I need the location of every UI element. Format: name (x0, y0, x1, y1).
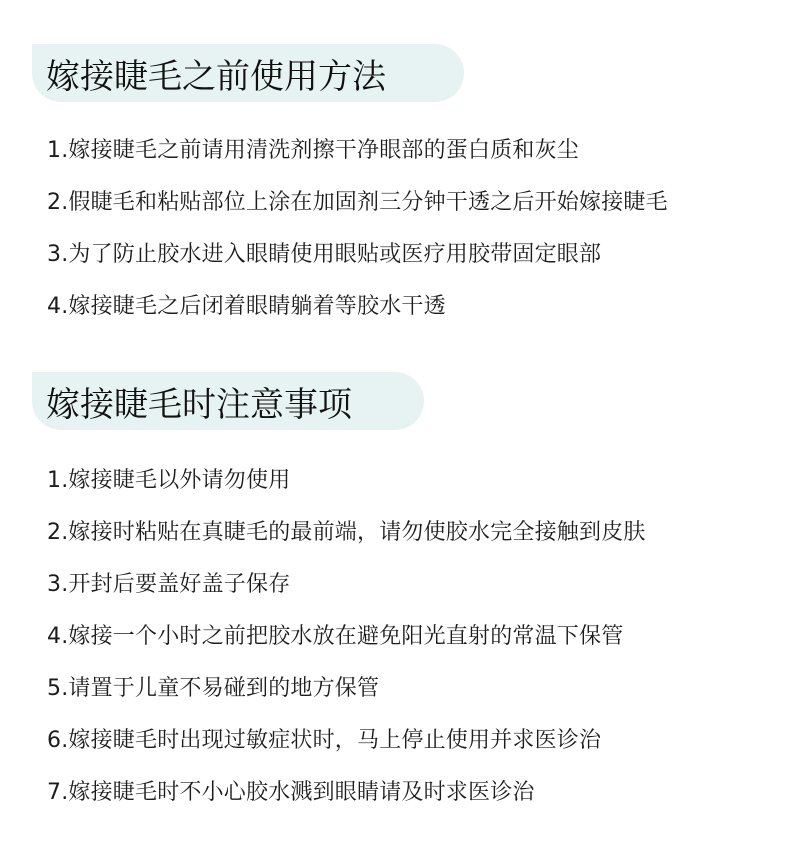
precautions-list (47, 452, 646, 816)
list-item: 3.为了防止胶水进入眼睛使用眼贴或医疗用胶带固定眼部 (47, 241, 602, 267)
list-item: 1.嫁接睫毛之前请用清洗剂擦干净眼部的蛋白质和灰尘 (47, 137, 579, 163)
list-item: 2.嫁接时粘贴在真睫毛的最前端，请勿使胶水完全接触到皮肤 (47, 519, 646, 545)
list-item: 1.嫁接睫毛以外请勿使用 (47, 467, 291, 493)
list-item: 3.开封后要盖好盖子保存 (47, 571, 291, 597)
list-item: 7.嫁接睫毛时不小心胶水溅到眼睛请及时求医诊治 (47, 779, 535, 805)
usage-section-title: 嫁接睫毛之前使用方法 (32, 44, 464, 102)
usage-instructions-list (47, 122, 668, 330)
list-item: 5.请置于儿童不易碰到的地方保管 (47, 675, 380, 701)
list-item: 4.嫁接睫毛之后闭着眼睛躺着等胶水干透 (47, 293, 446, 319)
list-item: 2.假睫毛和粘贴部位上涂在加固剂三分钟干透之后开始嫁接睫毛 (47, 189, 668, 215)
list-item: 4.嫁接一个小时之前把胶水放在避免阳光直射的常温下保管 (47, 623, 624, 649)
precautions-section-title: 嫁接睫毛时注意事项 (32, 372, 424, 430)
list-item: 6.嫁接睫毛时出现过敏症状时，马上停止使用并求医诊治 (47, 727, 602, 753)
